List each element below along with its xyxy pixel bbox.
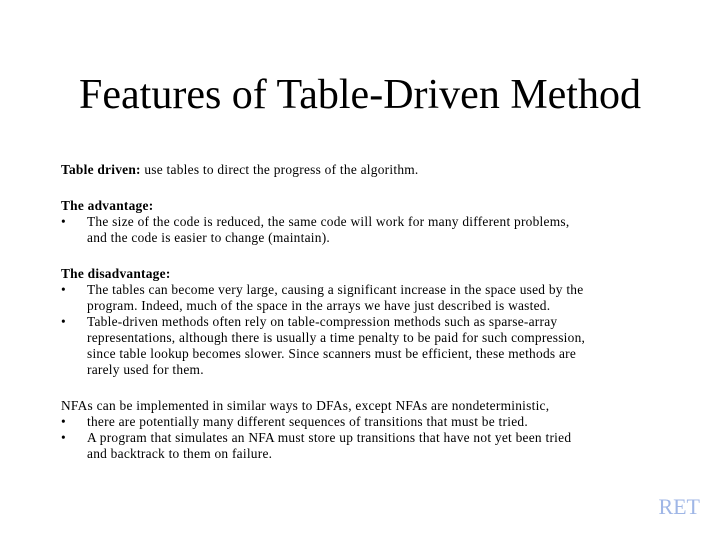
advantage-heading-text: The advantage: <box>61 198 154 213</box>
bullet-text <box>87 314 671 378</box>
bullet-line: and backtrack to them on failure. <box>87 446 273 461</box>
advantage-bullet <box>61 214 671 246</box>
bullet-text <box>87 214 671 246</box>
return-link[interactable]: RET <box>658 494 700 519</box>
disadvantage-heading-text: The disadvantage: <box>61 266 171 281</box>
intro-text: use tables to direct the progress of the algorithm. <box>140 162 419 177</box>
bullet-icon: • <box>61 314 66 329</box>
bullet-icon: • <box>61 414 66 429</box>
disadvantage-heading <box>61 266 671 282</box>
bullet-line: representations, although there is usually a time penalty to be paid for such compression, <box>87 330 586 345</box>
bullet-line: rarely used for them. <box>87 362 204 377</box>
bullet-line: The size of the code is reduced, the same code will work for many different problems, <box>87 214 570 229</box>
bullet-line: there are potentially many different sequences of transitions that must be tried. <box>87 414 528 429</box>
spacer <box>61 246 671 266</box>
bullet-text <box>87 430 671 462</box>
advantage-heading <box>61 198 671 214</box>
disadvantage-bullet <box>61 282 671 314</box>
bullet-icon: • <box>61 430 66 445</box>
slide-title: Features of Table-Driven Method <box>79 72 641 118</box>
bullet-line: program. Indeed, much of the space in the arrays we have just described is wasted. <box>87 298 551 313</box>
bullet-icon: • <box>61 282 66 297</box>
spacer <box>61 378 671 398</box>
slide-body <box>61 162 671 462</box>
bullet-line: and the code is easier to change (maintain). <box>87 230 331 245</box>
spacer <box>61 178 671 198</box>
nfa-bullet <box>61 430 671 462</box>
bullet-text <box>87 414 671 430</box>
disadvantage-bullet <box>61 314 671 378</box>
nfa-bullet <box>61 414 671 430</box>
bullet-line: Table-driven methods often rely on table-compression methods such as sparse-array <box>87 314 558 329</box>
intro-label: Table driven: <box>61 162 141 177</box>
bullet-line: since table lookup becomes slower. Since scanners must be efficient, these methods are <box>87 346 577 361</box>
bullet-icon: • <box>61 214 66 229</box>
nfa-lead: NFAs can be implemented in similar ways to DFAs, except NFAs are nondeterministic, <box>61 398 550 413</box>
bullet-line: A program that simulates an NFA must store up transitions that have not yet been tried <box>87 430 572 445</box>
bullet-line: The tables can become very large, causing a significant increase in the space used by the <box>87 282 584 297</box>
intro-line <box>61 162 671 178</box>
bullet-text <box>87 282 671 314</box>
